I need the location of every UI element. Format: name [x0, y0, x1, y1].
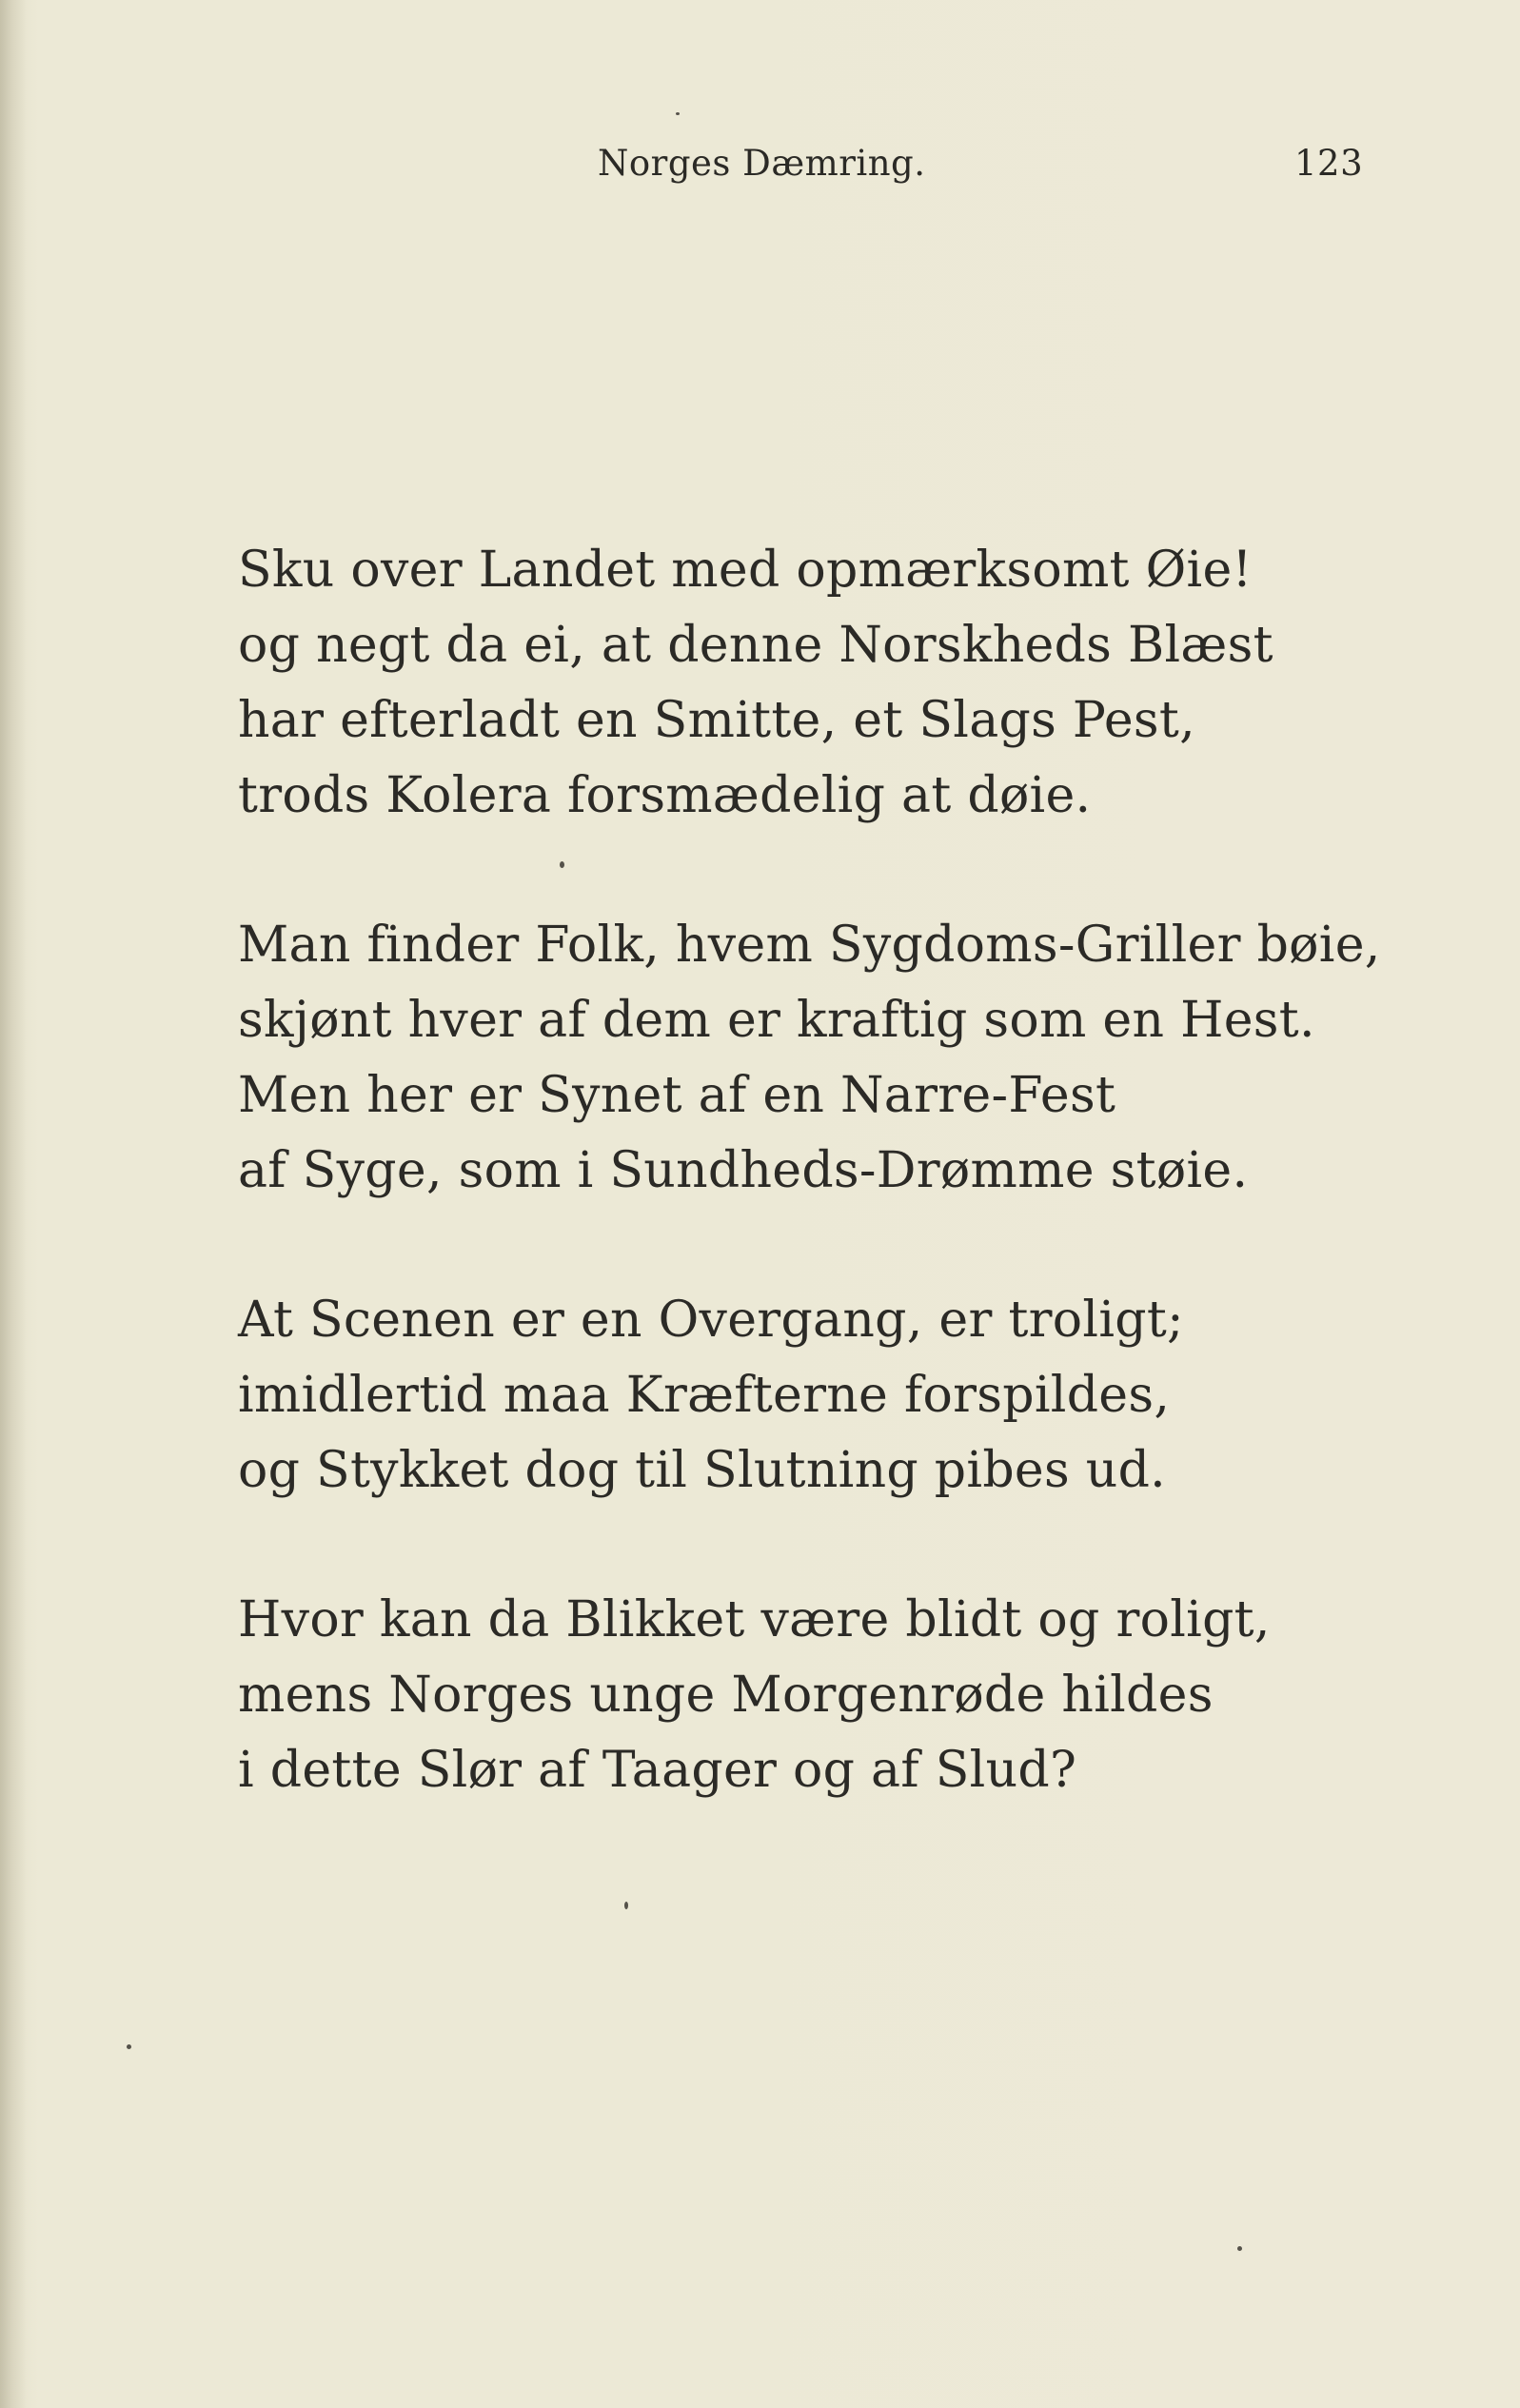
poem-line: trods Kolera forsmædelig at døie.: [238, 767, 1092, 824]
poem-line: At Scenen er en Overgang, er troligt;: [238, 1292, 1184, 1349]
poem-line: Men her er Synet af en Narre-Fest: [238, 1067, 1116, 1124]
paper-speck: [624, 1902, 628, 1909]
paper-speck: [1237, 2246, 1242, 2251]
page-number: 123: [1294, 143, 1364, 184]
poem-line: i dette Slør af Taager og af Slud?: [238, 1742, 1077, 1799]
poem-line: Hvor kan da Blikket være blidt og roligt,: [238, 1591, 1271, 1648]
stanza-3: [238, 1283, 1380, 1509]
page-header: [0, 143, 1520, 200]
paper-speck: [127, 2044, 131, 2049]
paper-speck: [676, 112, 680, 115]
poem-line: Man finder Folk, hvem Sygdoms-Griller bøie,: [238, 917, 1381, 974]
poem-line: har efterladt en Smitte, et Slags Pest,: [238, 692, 1195, 749]
poem-line: og negt da ei, at denne Norskheds Blæst: [238, 617, 1273, 674]
stanza-1: [238, 533, 1380, 834]
running-title: Norges Dæmring.: [598, 143, 926, 184]
poem-line: mens Norges unge Morgenrøde hildes: [238, 1667, 1214, 1724]
stanza-2: [238, 908, 1380, 1209]
page-gutter-shadow: [0, 0, 27, 2408]
poem-line: imidlertid maa Kræfterne forspildes,: [238, 1367, 1171, 1424]
poem-line: Sku over Landet med opmærksomt Øie!: [238, 542, 1253, 599]
poem-line: af Syge, som i Sundheds-Drømme støie.: [238, 1142, 1249, 1199]
stanza-4: [238, 1583, 1380, 1808]
poem-line: og Stykket dog til Slutning pibes ud.: [238, 1442, 1167, 1499]
poem-line: skjønt hver af dem er kraftig som en Hest.: [238, 992, 1315, 1049]
poem: [238, 533, 1380, 1808]
paper-speck: [560, 861, 564, 868]
